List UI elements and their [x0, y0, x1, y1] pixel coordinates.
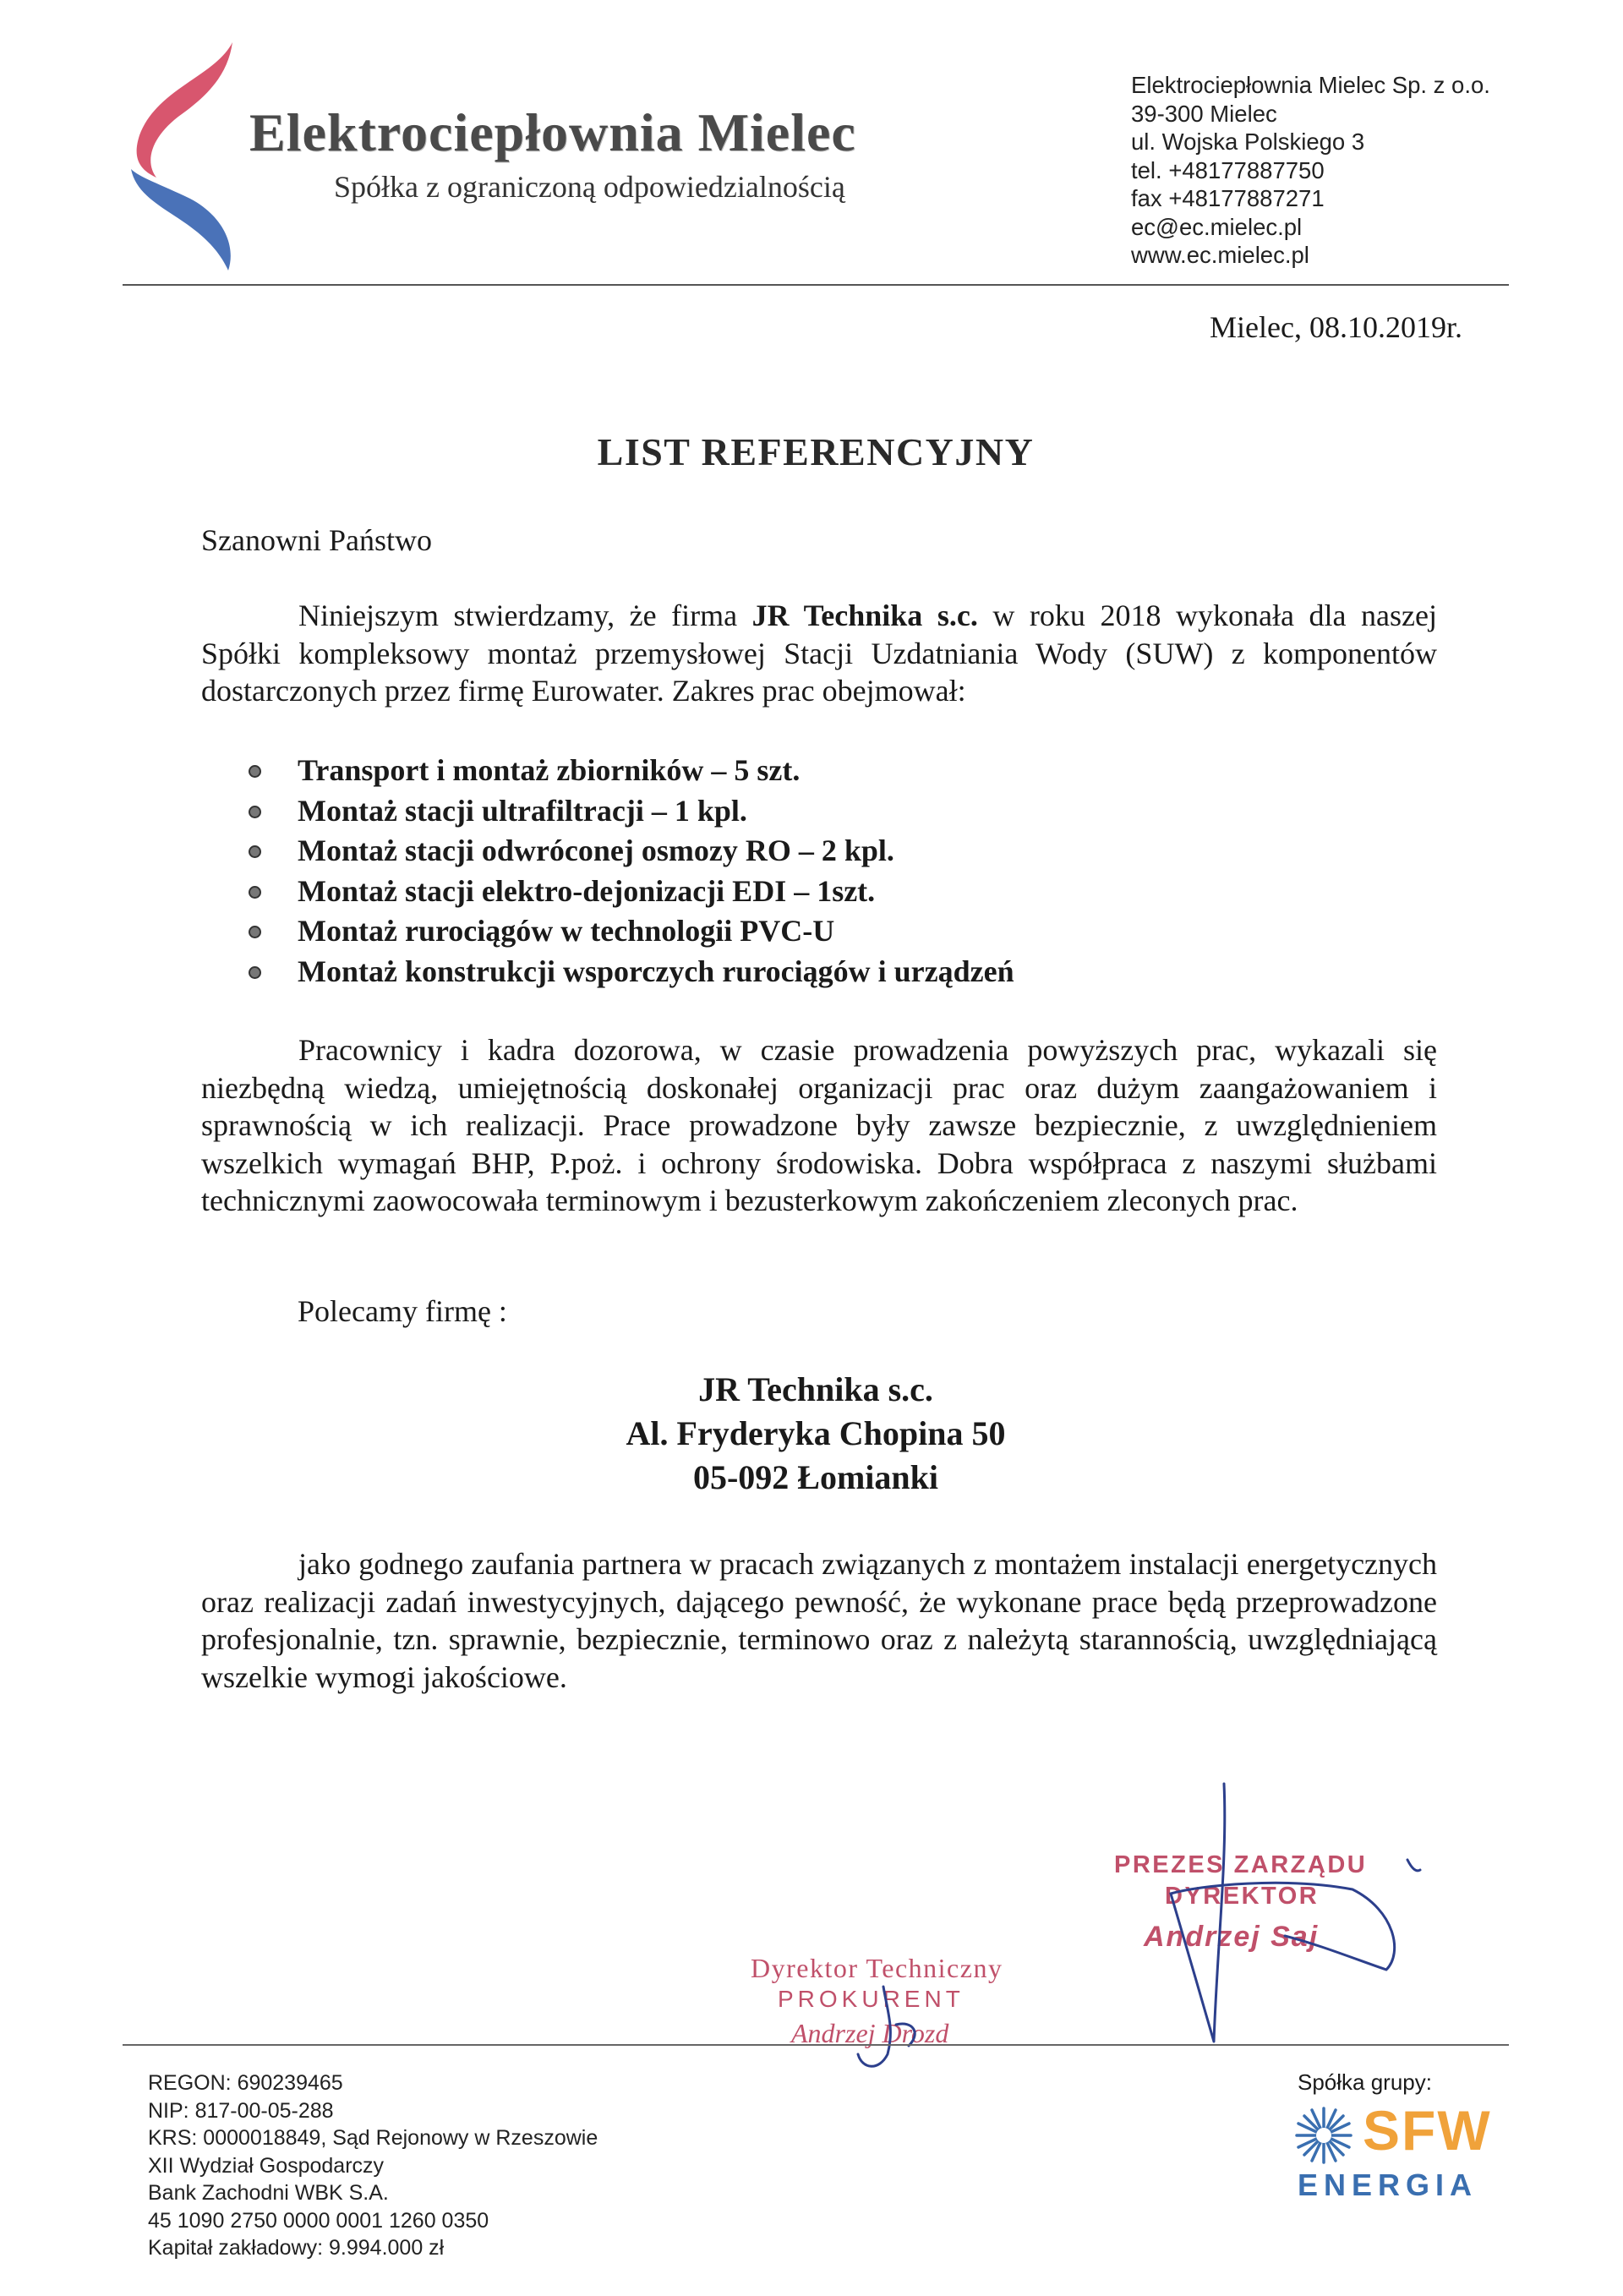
stamp-line: PREZES ZARZĄDU: [1114, 1851, 1368, 1878]
list-item: [245, 831, 1429, 872]
list-item-text: Montaż stacji odwróconej osmozy RO – 2 kpl.: [298, 834, 894, 867]
list-item: [245, 872, 1429, 912]
list-item-text: Montaż stacji elektro-dejonizacji EDI – 1szt.: [298, 873, 876, 908]
list-item-text: Montaż stacji ultrafiltracji – 1 kpl.: [298, 793, 747, 828]
letter-date: Mielec, 08.10.2019r.: [1210, 310, 1462, 344]
contact-website: www.ec.mielec.pl: [1131, 242, 1309, 268]
letter-greeting: Szanowni Państwo: [201, 523, 432, 557]
contact-line: ul. Wojska Polskiego 3: [1131, 128, 1365, 155]
sfw-starburst-icon: [1293, 2105, 1354, 2166]
technical-director-stamp: [751, 1953, 1055, 2049]
company-name: Elektrociepłownia Mielec: [249, 102, 856, 162]
list-item-text: Transport i montaż zbiorników – 5 szt.: [298, 753, 801, 787]
contact-fax: fax +48177887271: [1131, 185, 1325, 211]
footer-capital: Kapitał zakładowy: 9.994.000 zł: [148, 2236, 445, 2260]
bullet-icon: [249, 926, 261, 938]
president-stamp: [1114, 1851, 1418, 1954]
list-item-text: Montaż konstrukcji wsporczych rurociągów i urządzeń: [298, 954, 1014, 988]
list-item-text: Montaż rurociągów w technologii PVC-U: [298, 914, 835, 948]
recommended-company-street: Al. Fryderyka Chopina 50: [626, 1414, 1006, 1452]
list-item: [245, 911, 1429, 952]
contact-phone: tel. +48177887750: [1131, 156, 1325, 183]
stamp-line: Dyrektor Techniczny: [751, 1953, 1003, 1983]
company-registration-info: [148, 2069, 598, 2262]
recommend-label: Polecamy firmę :: [298, 1294, 507, 1328]
sfw-brand: SFW: [1363, 2099, 1492, 2162]
recommended-company-city: 05-092 Łomianki: [692, 1458, 939, 1496]
list-item: [245, 952, 1429, 992]
intro-text-start: Niniejszym stwierdzamy, że firma: [298, 599, 752, 632]
letter-title: LIST REFERENCYJNY: [597, 430, 1035, 473]
intro-company-name: JR Technika s.c.: [751, 599, 978, 632]
intro-paragraph: [201, 597, 1437, 710]
company-subtitle: Spółka z ograniczoną odpowiedzialnością: [334, 170, 845, 204]
footer-account: 45 1090 2750 0000 0001 1260 0350: [148, 2208, 489, 2233]
assessment-paragraph: Pracownicy i kadra dozorowa, w czasie prowadzenia powyższych prac, wykazali się niezbędną wiedzą, umiejętnością doskonałej organizacji prac oraz dużym zaangażowaniem i sprawnością w ich realizacji. Prace prowadzone były zawsze bezpiecznie, z uwzględnieniem wszelkich wymagań BHP, P.poż. i ochrony środowiska. Dobra współpraca z naszymi służbami technicznymi zaowocowała terminowym i bezusterkowym zakończeniem zleconych prac.: [201, 1033, 1437, 1217]
scope-list: [245, 751, 1429, 992]
bullet-icon: [249, 886, 261, 899]
list-item: [245, 791, 1429, 832]
closing-paragraph: jako godnego zaufania partnera w pracach związanych z montażem instalacji energetycznych oraz realizacji zadań inwestycyjnych, dającego pewność, że wykonane prace będą przeprowadzone profesjonalnie, tzn. sprawnie, bezpiecznie, terminowo oraz z należytą starannością, uwzględniającą wszelkie wymogi jakościowe.: [201, 1547, 1437, 1694]
recommended-company-address: [0, 1368, 1623, 1500]
contact-line: 39-300 Mielec: [1131, 100, 1277, 127]
footer-divider: [123, 2044, 1509, 2046]
footer-nip: NIP: 817-00-05-288: [148, 2098, 334, 2123]
contact-block: [1131, 71, 1604, 270]
footer-krs: KRS: 0000018849, Sąd Rejonowy w Rzeszowie: [148, 2126, 598, 2150]
recommended-company-name: JR Technika s.c.: [698, 1370, 933, 1408]
bullet-icon: [249, 845, 261, 858]
contact-line: Elektrociepłownia Mielec Sp. z o.o.: [1131, 72, 1490, 98]
footer-court: XII Wydział Gospodarczy: [148, 2153, 385, 2178]
footer-bank: Bank Zachodni WBK S.A.: [148, 2181, 389, 2205]
header-divider: [123, 284, 1509, 286]
group-label: Spółka grupy:: [1298, 2069, 1432, 2095]
bullet-icon: [249, 966, 261, 979]
stamp-line: DYREKTOR: [1165, 1883, 1320, 1910]
list-item: [245, 751, 1429, 791]
footer-regon: REGON: 690239465: [148, 2071, 343, 2095]
intro-text-end: w roku 2018 wykonała dla naszej Spółki kompleksowy montaż przemysłowej Stacji Uzdatniania Wody (SUW) z komponentów dostarczonych przez firmę Eurowater. Zakres prac obejmował:: [201, 599, 1437, 708]
bullet-icon: [249, 806, 261, 818]
bullet-icon: [249, 765, 261, 778]
sfw-brand-subtitle: ENERGIA: [1298, 2168, 1478, 2202]
company-logo-icon: [123, 42, 241, 271]
stamp-name: Andrzej Drozd: [791, 2018, 949, 2048]
stamp-name: Andrzej Saj: [1144, 1921, 1320, 1953]
contact-email: ec@ec.mielec.pl: [1131, 213, 1303, 240]
stamp-line: PROKURENT: [778, 1986, 965, 2012]
